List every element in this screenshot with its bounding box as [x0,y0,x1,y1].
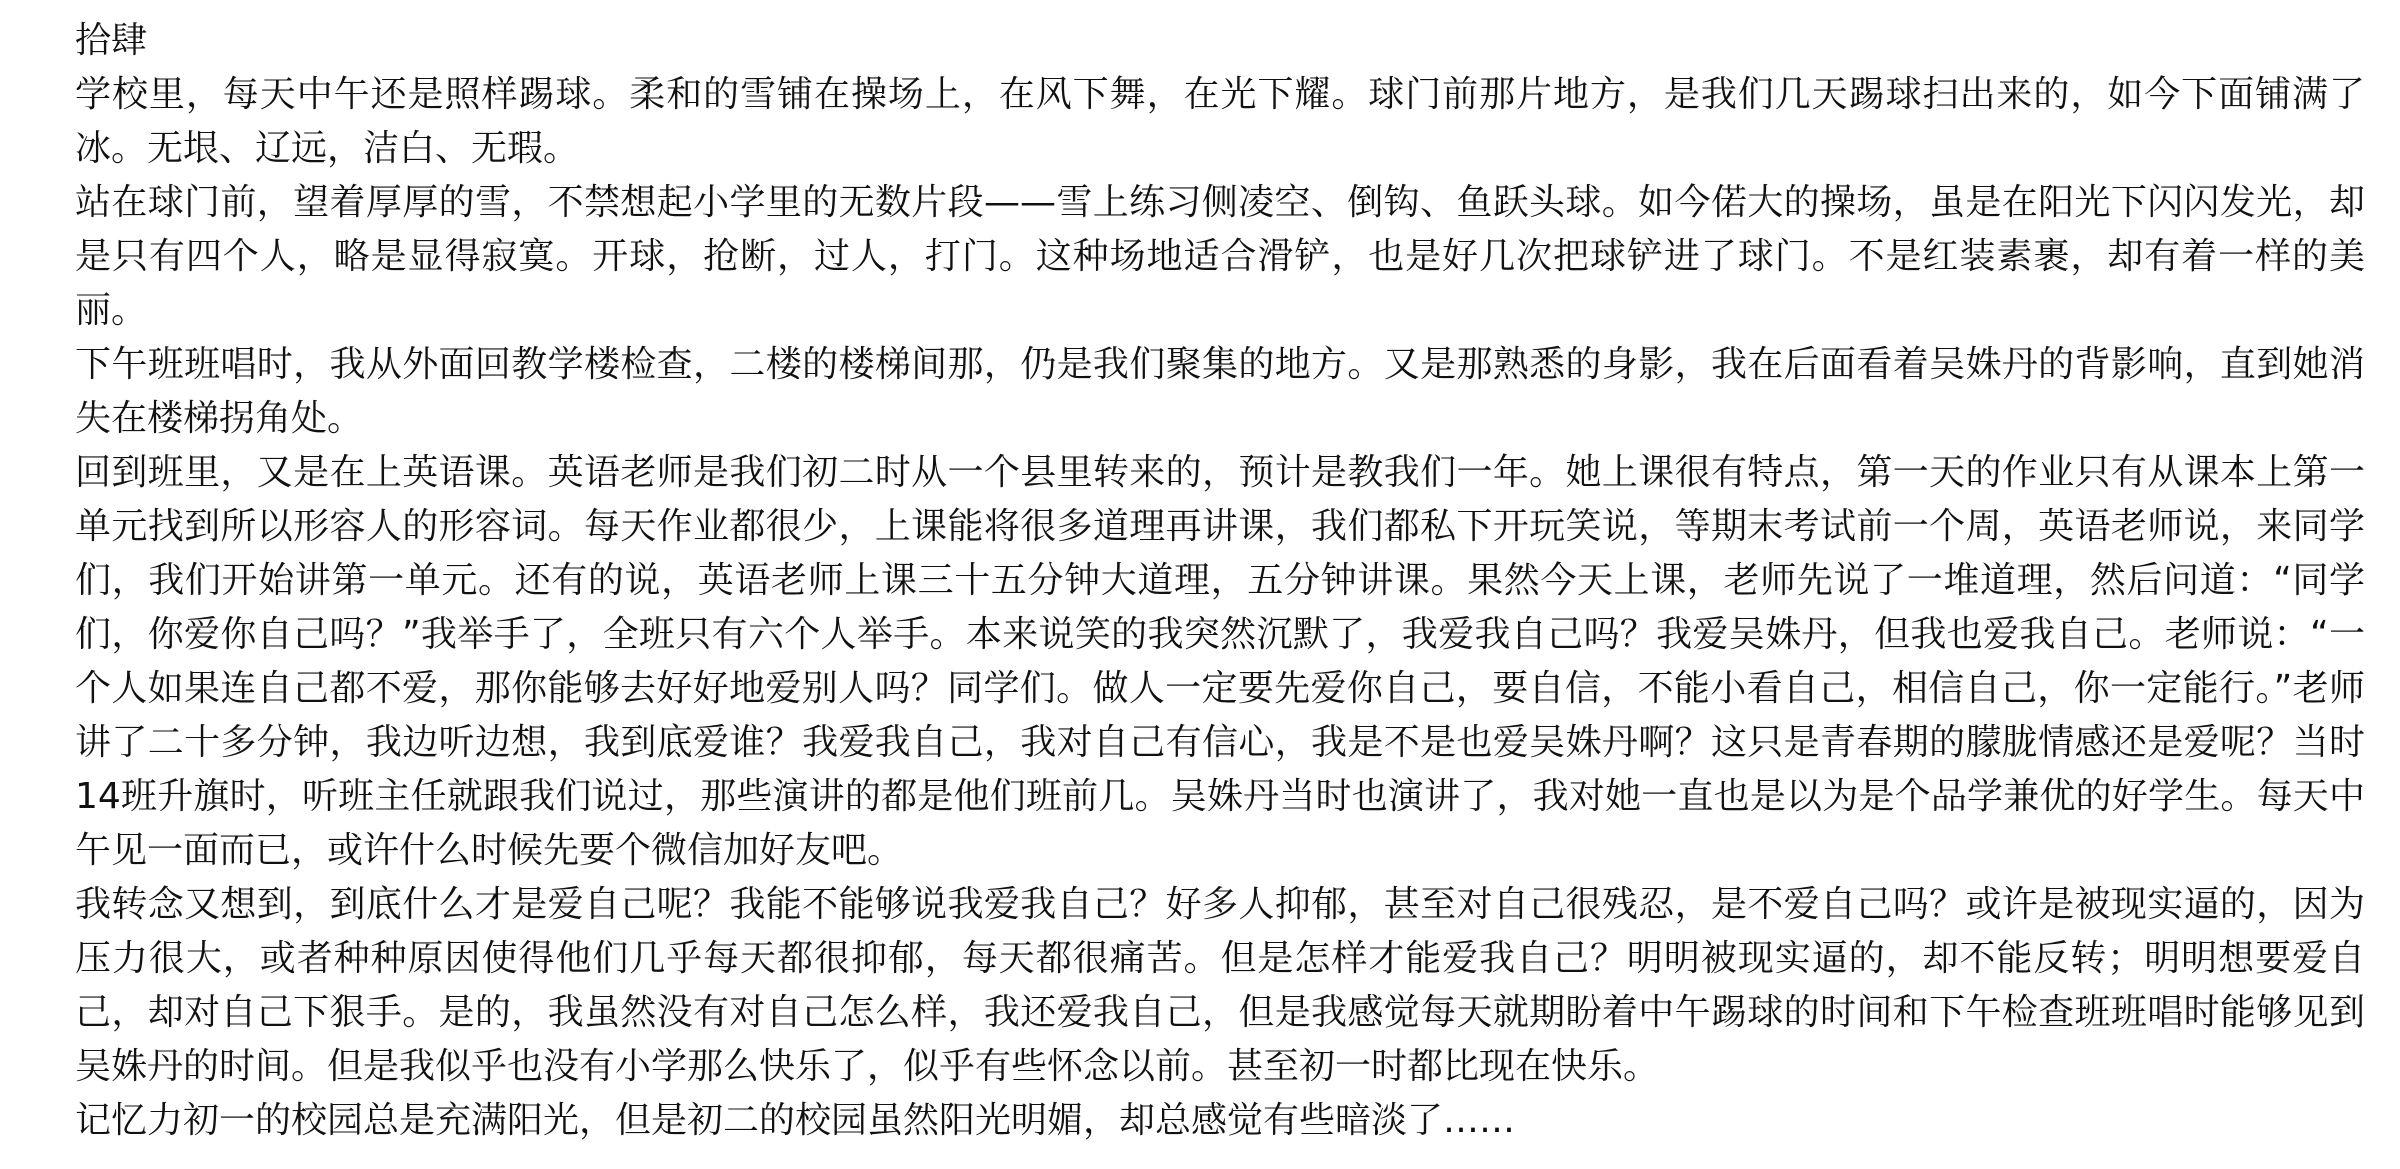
paragraph-3: 下午班班唱时，我从外面回教学楼检查，二楼的楼梯间那，仍是我们聚集的地方。又是那熟悉的身影，我在后面看着吴姝丹的背影响，直到她消失在楼梯拐角处。 [75,344,2365,439]
paragraph-5: 我转念又想到，到底什么才是爱自己呢？我能不能够说我爱我自己？好多人抑郁，甚至对自己很残忍，是不爱自己吗？或许是被现实逼的，因为压力很大，或者种种原因使得他们几乎每天都很抑郁，每天都很痛苦。但是怎样才能爱我自己？明明被现实逼的，却不能反转；明明想要爱自己，却对自己下狠手。是的，我虽然没有对自己怎么样，我还爱我自己，但是我感觉每天就期盼着中午踢球的时间和下午检查班班唱时能够见到吴姝丹的时间。但是我似乎也没有小学那么快乐了，似乎有些怀念以前。甚至初一时都比现在快乐。 [75,884,2365,1087]
paragraph-4: 回到班里，又是在上英语课。英语老师是我们初二时从一个县里转来的，预计是教我们一年。她上课很有特点，第一天的作业只有从课本上第一单元找到所以形容人的形容词。每天作业都很少，上课能将很多道理再讲课，我们都私下开玩笑说，等期末考试前一个周，英语老师说，来同学们，我们开始讲第一单元。还有的说，英语老师上课三十五分钟大道理，五分钟讲课。果然今天上课，老师先说了一堆道理，然后问道：“同学们，你爱你自己吗？”我举手了，全班只有六个人举手。本来说笑的我突然沉默了，我爱我自己吗？我爱吴姝丹，但我也爱我自己。老师说：“一个人如果连自己都不爱，那你能够去好好地爱别人吗？同学们。做人一定要先爱你自己，要自信，不能小看自己，相信自己，你一定能行。”老师讲了二十多分钟，我边听边想，我到底爱谁？我爱我自己，我对自己有信心，我是不是也爱吴姝丹啊？这只是青春期的朦胧情感还是爱呢？当时14班升旗时，听班主任就跟我们说过，那些演讲的都是他们班前几。吴姝丹当时也演讲了，我对她一直也是以为是个品学兼优的好学生。每天中午见一面而已，或许什么时候先要个微信加好友吧。 [75,452,2365,871]
document-body [75,14,2365,1148]
paragraph-2: 站在球门前，望着厚厚的雪，不禁想起小学里的无数片段——雪上练习侧凌空、倒钩、鱼跃头球。如今偌大的操场，虽是在阳光下闪闪发光，却是只有四个人，略是显得寂寞。开球，抢断，过人，打门。这种场地适合滑铲，也是好几次把球铲进了球门。不是红装素裹，却有着一样的美丽。 [75,182,2365,331]
paragraph-6: 记忆力初一的校园总是充满阳光，但是初二的校园虽然阳光明媚，却总感觉有些暗淡了…… [75,1100,1516,1141]
document-title: 拾肆 [75,20,148,61]
paragraph-1: 学校里，每天中午还是照样踢球。柔和的雪铺在操场上，在风下舞，在光下耀。球门前那片地方，是我们几天踢球扫出来的，如今下面铺满了冰。无垠、辽远，洁白、无瑕。 [75,74,2365,169]
